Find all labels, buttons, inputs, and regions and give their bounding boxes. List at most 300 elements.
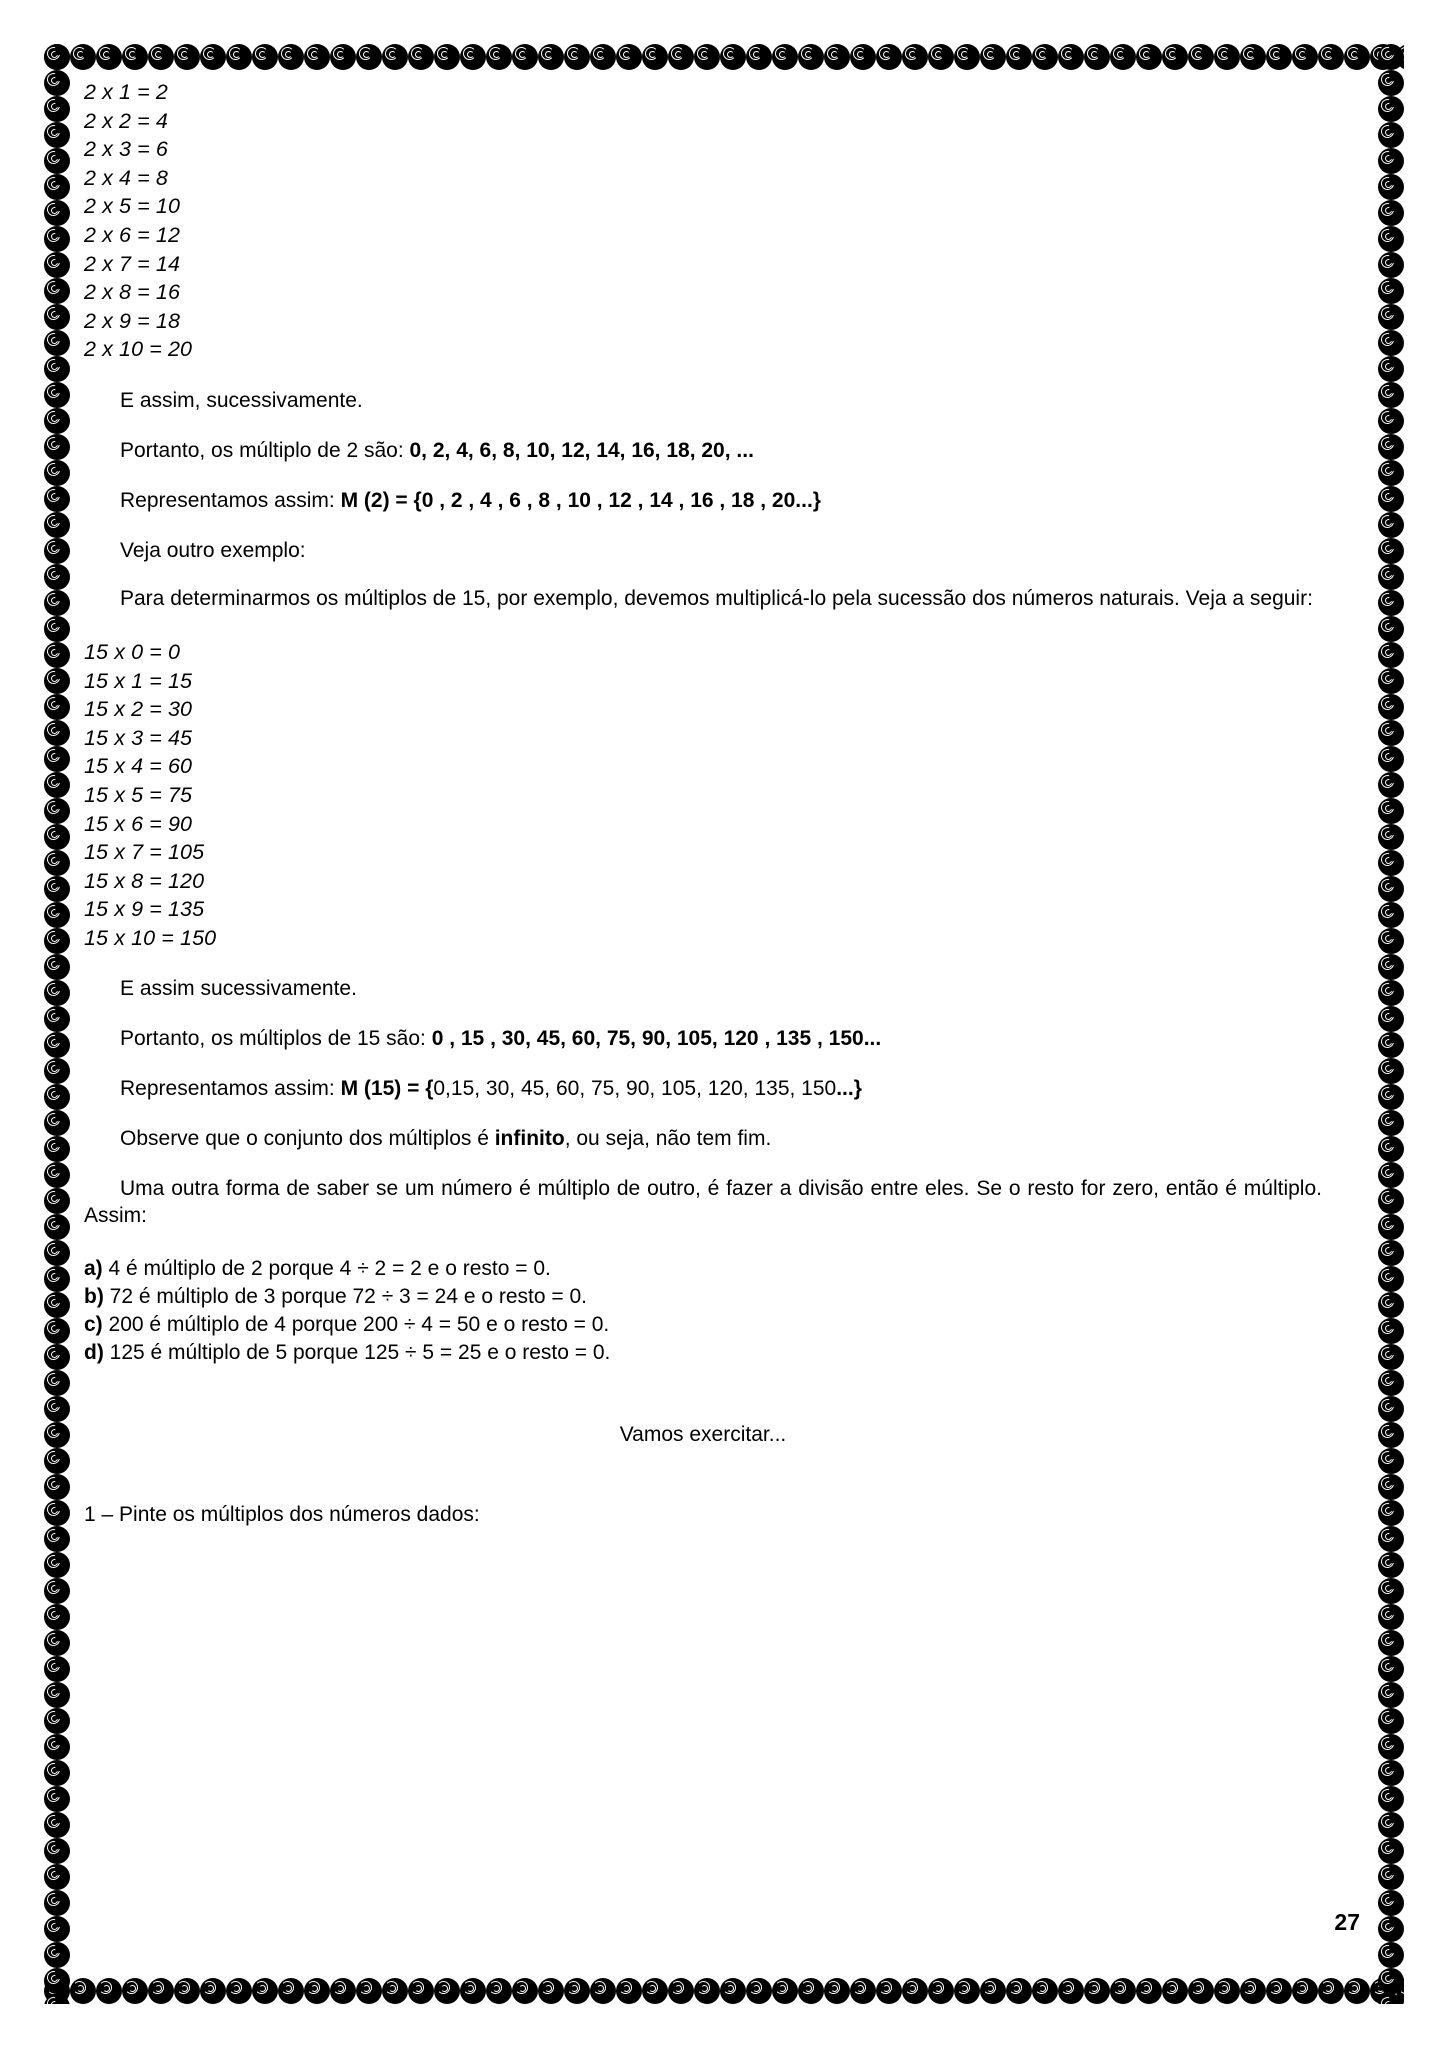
border-bead-icon — [1378, 96, 1404, 122]
division-example-label: a) — [84, 1257, 103, 1281]
division-example-text: 72 é múltiplo de 3 porque 72 ÷ 3 = 24 e o resto = 0. — [103, 1285, 588, 1309]
border-bead-icon — [1378, 1266, 1404, 1292]
border-bead-icon — [1292, 1978, 1318, 2004]
division-example-label: c) — [84, 1313, 103, 1337]
multiplication-line-2-row: 2 x 1 = 2 — [84, 80, 168, 104]
border-bead-icon — [1378, 44, 1404, 70]
border-bead-icon — [1378, 1370, 1404, 1396]
border-bead-icon — [1058, 44, 1084, 70]
border-bead-icon — [1378, 1838, 1404, 1864]
multiplication-line-15-row: 15 x 0 = 0 — [84, 639, 181, 664]
border-bead-icon — [1378, 1500, 1404, 1526]
border-bead-icon — [278, 1978, 304, 2004]
multiplication-line-15-row: 15 x 6 = 90 — [84, 811, 193, 836]
set-notation-15-label: M (15) = { — [340, 1077, 434, 1101]
border-bead-icon — [44, 1240, 70, 1266]
border-bead-icon — [44, 226, 70, 252]
border-bead-icon — [876, 1978, 902, 2004]
border-bead-icon — [44, 278, 70, 304]
border-bead-icon — [44, 1734, 70, 1760]
multiplication-table-of-15 — [84, 638, 1322, 953]
border-bead-icon — [1344, 44, 1370, 70]
border-bead-icon — [1378, 980, 1404, 1006]
border-bead-icon — [1378, 1916, 1404, 1942]
border-bead-icon — [44, 1422, 70, 1448]
border-bead-icon — [148, 1978, 174, 2004]
border-bead-icon — [1006, 1978, 1032, 2004]
border-bead-icon — [44, 44, 70, 70]
border-bead-icon — [1378, 1734, 1404, 1760]
border-bead-icon — [642, 44, 668, 70]
another-example-body: Para determinarmos os múltiplos de 15, por exemplo, devemos multiplicá-lo pela sucessão dos números naturais. Veja a seguir: — [120, 586, 1313, 610]
and-so-on-text-2: E assim, sucessivamente. — [120, 388, 363, 412]
division-example-label: d) — [84, 1341, 104, 1365]
multiplication-line-15-row: 15 x 5 = 75 — [84, 782, 193, 807]
border-bead-icon — [1378, 330, 1404, 356]
another-example-heading: Veja outro exemplo: — [120, 538, 306, 562]
border-bead-icon — [1378, 642, 1404, 668]
border-bead-icon — [44, 1656, 70, 1682]
border-bead-icon — [486, 1978, 512, 2004]
border-bead-icon — [1378, 1110, 1404, 1136]
border-bead-icon — [590, 1978, 616, 2004]
border-bead-icon — [122, 1978, 148, 2004]
border-bead-icon — [1378, 304, 1404, 330]
border-bead-icon — [1378, 1786, 1404, 1812]
multiplication-line-15-row: 15 x 1 = 15 — [84, 668, 193, 693]
border-bead-icon — [304, 1978, 330, 2004]
border-bead-icon — [174, 1978, 200, 2004]
border-bead-icon — [44, 590, 70, 616]
border-bead-icon — [720, 1978, 746, 2004]
border-bead-icon — [1378, 226, 1404, 252]
border-bead-icon — [44, 1058, 70, 1084]
border-bead-icon — [44, 668, 70, 694]
division-example-item — [84, 1255, 1322, 1283]
border-bead-icon — [44, 460, 70, 486]
border-bead-icon — [1084, 44, 1110, 70]
border-bead-icon — [44, 1474, 70, 1500]
border-bead-icon — [694, 1978, 720, 2004]
border-bead-icon — [1378, 1630, 1404, 1656]
border-bead-icon — [564, 1978, 590, 2004]
border-bead-icon — [1032, 44, 1058, 70]
border-bead-icon — [1378, 850, 1404, 876]
border-left-column — [44, 44, 70, 2004]
border-bead-icon — [44, 928, 70, 954]
border-bottom-row — [44, 1978, 1404, 2004]
border-bead-icon — [44, 824, 70, 850]
border-bead-icon — [44, 876, 70, 902]
border-bead-icon — [96, 1978, 122, 2004]
border-bead-icon — [1214, 44, 1240, 70]
border-bead-icon — [850, 1978, 876, 2004]
multiples-of-15-values: 0 , 15 , 30, 45, 60, 75, 90, 105, 120 , 135 , 150... — [431, 1027, 882, 1051]
set-notation-15-tail: ...} — [836, 1077, 862, 1101]
border-bead-icon — [1378, 928, 1404, 954]
border-bead-icon — [1378, 1448, 1404, 1474]
border-bead-icon — [1378, 876, 1404, 902]
border-bead-icon — [1378, 1578, 1404, 1604]
border-bead-icon — [44, 902, 70, 928]
border-bead-icon — [460, 1978, 486, 2004]
infinite-set-note — [84, 1125, 1322, 1152]
border-bead-icon — [1378, 1864, 1404, 1890]
border-bead-icon — [44, 44, 70, 70]
border-bead-icon — [44, 70, 70, 96]
multiples-of-15-sentence — [84, 1025, 1322, 1052]
border-bead-icon — [44, 486, 70, 512]
border-bead-icon — [1188, 44, 1214, 70]
border-bead-icon — [512, 44, 538, 70]
border-bead-icon — [1378, 1760, 1404, 1786]
multiplication-line-2-row: 2 x 7 = 14 — [84, 251, 181, 276]
border-bead-icon — [668, 44, 694, 70]
border-bead-icon — [44, 1682, 70, 1708]
border-bead-icon — [1378, 1240, 1404, 1266]
border-bead-icon — [278, 44, 304, 70]
infinite-note-suffix: , ou seja, não tem fim. — [564, 1127, 772, 1151]
border-bead-icon — [1136, 1978, 1162, 2004]
border-bead-icon — [1378, 252, 1404, 278]
division-examples-list — [84, 1255, 1322, 1367]
border-bead-icon — [44, 1968, 70, 1994]
border-bead-icon — [1378, 1214, 1404, 1240]
set-notation-15-prefix: Representamos assim: — [120, 1077, 341, 1101]
border-bead-icon — [44, 122, 70, 148]
border-bead-icon — [564, 44, 590, 70]
border-bead-icon — [44, 616, 70, 642]
border-bead-icon — [44, 980, 70, 1006]
border-bead-icon — [44, 1864, 70, 1890]
border-bead-icon — [226, 1978, 252, 2004]
border-bead-icon — [44, 1786, 70, 1812]
border-bead-icon — [44, 1370, 70, 1396]
border-bead-icon — [1292, 44, 1318, 70]
border-bead-icon — [538, 1978, 564, 2004]
multiplication-line-2-row: 2 x 10 = 20 — [84, 337, 193, 362]
border-bead-icon — [226, 44, 252, 70]
set-notation-15-values: 0,15, 30, 45, 60, 75, 90, 105, 120, 135, 150 — [433, 1077, 837, 1101]
border-bead-icon — [590, 44, 616, 70]
border-bead-icon — [928, 1978, 954, 2004]
border-bead-icon — [980, 44, 1006, 70]
multiplication-table-of-2 — [84, 78, 1322, 364]
border-bead-icon — [252, 44, 278, 70]
border-bead-icon — [1378, 616, 1404, 642]
border-bead-icon — [902, 44, 928, 70]
border-bead-icon — [382, 44, 408, 70]
border-bead-icon — [330, 44, 356, 70]
border-bead-icon — [44, 356, 70, 382]
border-bead-icon — [44, 720, 70, 746]
border-bead-icon — [1188, 1978, 1214, 2004]
border-bead-icon — [486, 44, 512, 70]
border-bead-icon — [1318, 44, 1344, 70]
border-bead-icon — [1162, 1978, 1188, 2004]
border-bead-icon — [1378, 1396, 1404, 1422]
border-bead-icon — [1378, 434, 1404, 460]
border-bead-icon — [44, 1110, 70, 1136]
multiplication-line-2-row: 2 x 5 = 10 — [84, 194, 181, 219]
multiplication-line-15-row: 15 x 3 = 45 — [84, 725, 193, 750]
border-bead-icon — [1378, 1968, 1404, 1994]
border-bead-icon — [1378, 1812, 1404, 1838]
border-bead-icon — [538, 44, 564, 70]
border-bead-icon — [798, 1978, 824, 2004]
border-bead-icon — [1006, 44, 1032, 70]
border-bead-icon — [1344, 1978, 1370, 2004]
border-bead-icon — [44, 1552, 70, 1578]
border-bead-icon — [980, 1978, 1006, 2004]
multiplication-line-2-row: 2 x 9 = 18 — [84, 308, 181, 333]
set-notation-2-sentence — [84, 487, 1322, 514]
border-bead-icon — [1378, 1188, 1404, 1214]
border-bead-icon — [902, 1978, 928, 2004]
border-bead-icon — [1378, 1942, 1404, 1968]
border-bead-icon — [44, 1760, 70, 1786]
border-bead-icon — [408, 1978, 434, 2004]
and-so-on-text-15: E assim sucessivamente. — [120, 977, 357, 1001]
border-bead-icon — [1378, 590, 1404, 616]
border-bead-icon — [798, 44, 824, 70]
border-bead-icon — [44, 1630, 70, 1656]
border-bead-icon — [1378, 564, 1404, 590]
multiplication-line-15-row: 15 x 2 = 30 — [84, 697, 193, 722]
border-bead-icon — [1378, 486, 1404, 512]
border-bead-icon — [824, 44, 850, 70]
border-bead-icon — [1378, 148, 1404, 174]
border-bead-icon — [1378, 1292, 1404, 1318]
border-right-column — [1378, 44, 1404, 2004]
border-top-row — [44, 44, 1404, 70]
border-bead-icon — [876, 44, 902, 70]
border-bead-icon — [642, 1978, 668, 2004]
border-bead-icon — [44, 382, 70, 408]
set-notation-15-sentence — [84, 1075, 1322, 1102]
division-example-item — [84, 1283, 1322, 1311]
border-bead-icon — [1266, 1978, 1292, 2004]
border-bead-icon — [928, 44, 954, 70]
border-bead-icon — [1378, 1890, 1404, 1916]
border-bead-icon — [44, 1604, 70, 1630]
multiplication-line-2-row: 2 x 4 = 8 — [84, 165, 168, 190]
border-bead-icon — [1378, 824, 1404, 850]
border-bead-icon — [512, 1978, 538, 2004]
border-bead-icon — [44, 1708, 70, 1734]
border-bead-icon — [44, 1500, 70, 1526]
border-bead-icon — [44, 1136, 70, 1162]
border-bead-icon — [304, 44, 330, 70]
border-bead-icon — [44, 850, 70, 876]
multiples-of-2-values: 0, 2, 4, 6, 8, 10, 12, 14, 16, 18, 20, ... — [409, 438, 754, 462]
border-bead-icon — [200, 1978, 226, 2004]
division-example-item — [84, 1311, 1322, 1339]
border-bead-icon — [70, 44, 96, 70]
border-bead-icon — [1162, 44, 1188, 70]
border-bead-icon — [1378, 408, 1404, 434]
border-bead-icon — [44, 1266, 70, 1292]
border-bead-icon — [44, 1978, 70, 2004]
border-bead-icon — [1378, 798, 1404, 824]
border-bead-icon — [1378, 1708, 1404, 1734]
division-example-label: b) — [84, 1285, 104, 1309]
multiplication-line-15-row: 15 x 10 = 150 — [84, 925, 217, 950]
border-bead-icon — [720, 44, 746, 70]
border-bead-icon — [746, 44, 772, 70]
division-example-text: 125 é múltiplo de 5 porque 125 ÷ 5 = 25 e o resto = 0. — [103, 1341, 611, 1365]
border-bead-icon — [44, 538, 70, 564]
border-bead-icon — [1378, 1552, 1404, 1578]
page-content — [84, 78, 1322, 1548]
set-notation-2-value: M (2) = {0 , 2 , 4 , 6 , 8 , 10 , 12 , 14 , 16 , 18 , 20...} — [340, 488, 821, 512]
border-bead-icon — [850, 44, 876, 70]
border-bead-icon — [1266, 44, 1292, 70]
border-bead-icon — [1378, 1656, 1404, 1682]
border-bead-icon — [44, 330, 70, 356]
exercise-1-prompt: 1 – Pinte os múltiplos dos números dados: — [84, 1503, 480, 1527]
border-bead-icon — [1370, 1978, 1396, 2004]
border-bead-icon — [44, 148, 70, 174]
division-rule-body: Uma outra forma de saber se um número é múltiplo de outro, é fazer a divisão entre eles. Se o resto for zero, então é múltiplo. Assim: — [84, 1177, 1322, 1228]
border-bead-icon — [1378, 200, 1404, 226]
border-bead-icon — [382, 1978, 408, 2004]
border-bead-icon — [1396, 44, 1404, 70]
border-bead-icon — [200, 44, 226, 70]
division-example-text: 200 é múltiplo de 4 porque 200 ÷ 4 = 50 e o resto = 0. — [102, 1313, 610, 1337]
border-bead-icon — [44, 1006, 70, 1032]
border-bead-icon — [44, 434, 70, 460]
border-bead-icon — [668, 1978, 694, 2004]
border-bead-icon — [1240, 1978, 1266, 2004]
border-bead-icon — [1032, 1978, 1058, 2004]
multiplication-line-2-row: 2 x 6 = 12 — [84, 222, 181, 247]
border-bead-icon — [1378, 174, 1404, 200]
multiples-of-2-prefix: Portanto, os múltiplo de 2 são: — [120, 438, 410, 462]
border-bead-icon — [44, 174, 70, 200]
border-bead-icon — [1240, 44, 1266, 70]
border-bead-icon — [772, 44, 798, 70]
division-example-text: 4 é múltiplo de 2 porque 4 ÷ 2 = 2 e o resto = 0. — [102, 1257, 551, 1281]
border-bead-icon — [44, 1032, 70, 1058]
border-bead-icon — [44, 304, 70, 330]
border-bead-icon — [44, 1838, 70, 1864]
multiplication-line-2-row: 2 x 8 = 16 — [84, 280, 181, 305]
border-bead-icon — [1378, 1474, 1404, 1500]
border-bead-icon — [356, 1978, 382, 2004]
border-bead-icon — [1318, 1978, 1344, 2004]
border-bead-icon — [44, 798, 70, 824]
border-bead-icon — [1396, 1978, 1404, 2004]
border-bead-icon — [1378, 668, 1404, 694]
border-bead-icon — [44, 1812, 70, 1838]
border-bead-icon — [434, 44, 460, 70]
border-bead-icon — [1378, 694, 1404, 720]
multiplication-line-15-row: 15 x 9 = 135 — [84, 897, 205, 922]
border-bead-icon — [408, 44, 434, 70]
border-bead-icon — [772, 1978, 798, 2004]
border-bead-icon — [44, 772, 70, 798]
border-bead-icon — [44, 1162, 70, 1188]
set-notation-2-prefix: Representamos assim: — [120, 488, 341, 512]
border-bead-icon — [1378, 538, 1404, 564]
border-bead-icon — [1378, 1604, 1404, 1630]
border-bead-icon — [44, 1188, 70, 1214]
border-bead-icon — [1214, 1978, 1240, 2004]
border-bead-icon — [96, 44, 122, 70]
page-number: 27 — [1334, 1909, 1360, 1935]
infinite-keyword: infinito — [494, 1127, 565, 1151]
border-bead-icon — [1378, 1032, 1404, 1058]
border-bead-icon — [44, 1994, 70, 2004]
multiplication-line-15-row: 15 x 7 = 105 — [84, 840, 205, 865]
division-example-item — [84, 1339, 1322, 1367]
border-bead-icon — [1378, 772, 1404, 798]
border-bead-icon — [1058, 1978, 1084, 2004]
border-bead-icon — [44, 200, 70, 226]
border-bead-icon — [44, 1396, 70, 1422]
multiples-of-15-prefix: Portanto, os múltiplos de 15 são: — [120, 1027, 432, 1051]
border-bead-icon — [1378, 1006, 1404, 1032]
border-bead-icon — [1110, 44, 1136, 70]
lets-practice-heading: Vamos exercitar... — [619, 1423, 787, 1447]
border-bead-icon — [1378, 720, 1404, 746]
border-bead-icon — [44, 1214, 70, 1240]
border-bead-icon — [122, 44, 148, 70]
border-bead-icon — [44, 1318, 70, 1344]
multiplication-line-2-row: 2 x 3 = 6 — [84, 137, 168, 162]
border-bead-icon — [1378, 1526, 1404, 1552]
border-bead-icon — [1378, 70, 1404, 96]
border-bead-icon — [616, 1978, 642, 2004]
border-bead-icon — [1378, 902, 1404, 928]
border-bead-icon — [1378, 382, 1404, 408]
border-bead-icon — [954, 1978, 980, 2004]
border-bead-icon — [746, 1978, 772, 2004]
border-bead-icon — [824, 1978, 850, 2004]
border-bead-icon — [44, 642, 70, 668]
border-bead-icon — [1370, 44, 1396, 70]
border-bead-icon — [1378, 512, 1404, 538]
border-bead-icon — [44, 1578, 70, 1604]
border-bead-icon — [1378, 122, 1404, 148]
border-bead-icon — [44, 1448, 70, 1474]
border-bead-icon — [330, 1978, 356, 2004]
border-bead-icon — [44, 408, 70, 434]
multiples-of-2-sentence — [84, 437, 1322, 464]
border-bead-icon — [1378, 356, 1404, 382]
border-bead-icon — [616, 44, 642, 70]
border-bead-icon — [1378, 1318, 1404, 1344]
border-bead-icon — [1378, 1422, 1404, 1448]
border-bead-icon — [44, 1344, 70, 1370]
border-bead-icon — [1378, 1058, 1404, 1084]
border-bead-icon — [1136, 44, 1162, 70]
border-bead-icon — [44, 564, 70, 590]
border-bead-icon — [44, 1292, 70, 1318]
border-bead-icon — [44, 746, 70, 772]
border-bead-icon — [44, 252, 70, 278]
border-bead-icon — [1378, 1682, 1404, 1708]
border-bead-icon — [44, 512, 70, 538]
border-bead-icon — [434, 1978, 460, 2004]
border-bead-icon — [1378, 1344, 1404, 1370]
border-bead-icon — [1084, 1978, 1110, 2004]
infinite-note-prefix: Observe que o conjunto dos múltiplos é — [120, 1127, 495, 1151]
border-bead-icon — [1378, 278, 1404, 304]
border-bead-icon — [44, 1526, 70, 1552]
multiplication-line-2-row: 2 x 2 = 4 — [84, 108, 168, 133]
